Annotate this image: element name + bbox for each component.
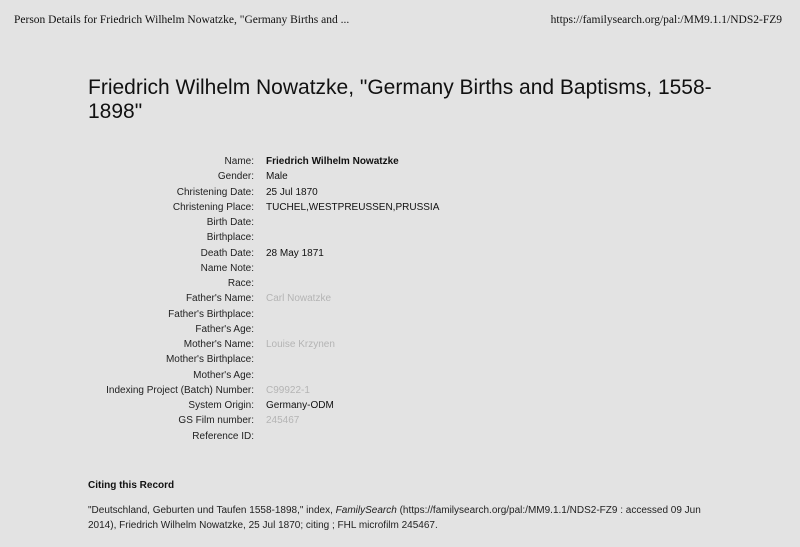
detail-label: Mother's Name: — [183, 339, 254, 351]
detail-label: Mother's Age: — [193, 369, 254, 381]
detail-label: Reference ID: — [192, 430, 254, 442]
detail-value: Male — [266, 171, 288, 183]
citing-heading: Citing this Record — [88, 480, 175, 491]
page-url[interactable]: https://familysearch.org/pal:/MM9.1.1/NDS2-FZ9 — [550, 14, 782, 26]
citation-text — [88, 503, 708, 533]
detail-label: Christening Date: — [176, 186, 254, 198]
detail-row-birthplace — [60, 230, 439, 245]
print-header — [14, 14, 782, 30]
details-table — [60, 154, 439, 444]
detail-row-christening-date — [60, 185, 439, 200]
detail-label: Mother's Birthplace: — [165, 354, 254, 366]
detail-value: 25 Jul 1870 — [266, 186, 318, 198]
detail-row-fathers-age — [60, 322, 439, 337]
detail-row-race — [60, 276, 439, 291]
detail-row-mothers-birthplace — [60, 352, 439, 367]
detail-label: Gender: — [217, 171, 254, 183]
detail-label: Father's Age: — [195, 323, 254, 335]
detail-row-fathers-name — [60, 291, 439, 306]
detail-row-mothers-name — [60, 337, 439, 352]
detail-value-link[interactable]: 245467 — [266, 415, 300, 427]
detail-label: Christening Place: — [172, 201, 254, 213]
detail-value-link[interactable]: Louise Krzynen — [266, 339, 335, 351]
detail-row-gender — [60, 169, 439, 184]
detail-label: GS Film number: — [178, 415, 254, 427]
detail-value-link[interactable]: Carl Nowatzke — [266, 293, 332, 305]
detail-row-reference-id — [60, 429, 439, 444]
detail-row-death-date — [60, 246, 439, 261]
detail-label: Death Date: — [200, 247, 254, 259]
detail-value: Germany-ODM — [266, 400, 334, 412]
detail-label: Indexing Project (Batch) Number: — [106, 384, 254, 396]
detail-value: Friedrich Wilhelm Nowatzke — [266, 156, 399, 168]
detail-row-christening-place — [60, 200, 439, 215]
detail-label: System Origin: — [188, 400, 254, 412]
detail-row-film-number — [60, 413, 439, 428]
detail-label: Father's Birthplace: — [168, 308, 254, 320]
detail-label: Father's Name: — [185, 293, 254, 305]
detail-label: Race: — [227, 278, 254, 290]
citing-section — [88, 480, 708, 533]
detail-label: Birth Date: — [206, 217, 254, 229]
detail-label: Birthplace: — [206, 232, 254, 244]
detail-row-fathers-birthplace — [60, 307, 439, 322]
detail-row-name-note — [60, 261, 439, 276]
detail-row-name — [60, 154, 439, 169]
detail-label: Name: — [224, 156, 254, 168]
citation-site-name: FamilySearch — [335, 505, 397, 516]
detail-value-link[interactable]: C99922-1 — [266, 384, 310, 396]
detail-value: 28 May 1871 — [266, 247, 324, 259]
detail-label: Name Note: — [200, 262, 254, 274]
detail-row-system-origin — [60, 398, 439, 413]
citation-part: "Deutschland, Geburten und Taufen 1558-1898," index, — [88, 505, 336, 516]
detail-row-birth-date — [60, 215, 439, 230]
detail-row-batch-number — [60, 383, 439, 398]
citation-part: (https://familysearch.org/pal:/MM9.1.1/NDS2-FZ9 : accessed 09 Jun 2014), Friedrich Wilhelm Nowatzke, 25 Jul 1870; citing ; FHL microfilm 245467. — [88, 505, 701, 531]
page-label: Person Details for Friedrich Wilhelm Nowatzke, "Germany Births and ... — [14, 14, 350, 26]
detail-value: TUCHEL,WESTPREUSSEN,PRUSSIA — [266, 201, 440, 213]
detail-row-mothers-age — [60, 368, 439, 383]
record-title: Friedrich Wilhelm Nowatzke, "Germany Births and Baptisms, 1558-1898" — [88, 76, 712, 123]
